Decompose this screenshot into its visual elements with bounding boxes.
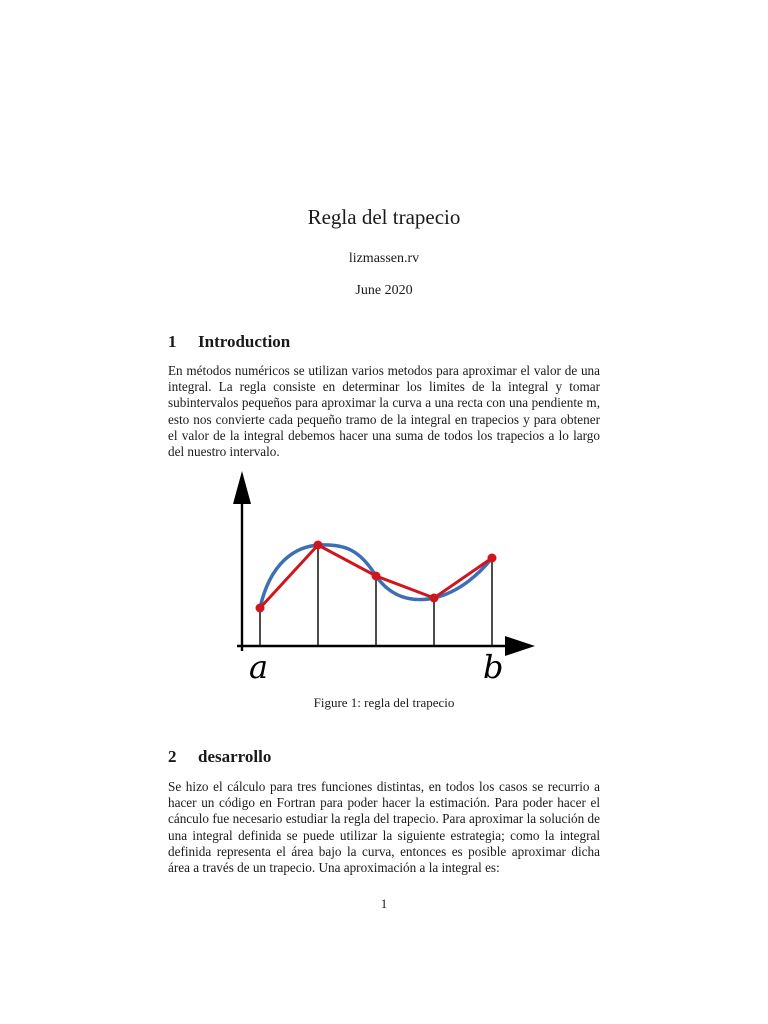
sample-point-2 — [314, 541, 323, 550]
section-title: Introduction — [198, 332, 291, 351]
sample-point-3 — [372, 572, 381, 581]
paragraph-introduction: En métodos numéricos se utilizan varios metodos para aproximar el valor de una integral. La regla consiste en determinar los limites de la integral y tomar subintervalos pequeños para aproximar la curva a una recta con una pendiente m, esto nos convierte cada pequeño tramo de la integral en trapecios y para obtener el valor de la integral debemos hacer una suma de todos los trapecios a lo largo del nuestro intervalo. — [168, 363, 600, 460]
section-heading-introduction — [168, 332, 290, 352]
label-a: a — [249, 648, 269, 686]
section-number: 2 — [168, 747, 177, 766]
figure-caption: Figure 1: regla del trapecio — [313, 695, 455, 710]
section-number: 1 — [168, 332, 177, 351]
y-axis-arrow-icon — [233, 471, 251, 504]
trapezoid-diagram — [225, 468, 545, 688]
section-title: desarrollo — [198, 747, 272, 766]
sample-point-5 — [488, 554, 497, 563]
page-number: 1 — [380, 896, 388, 911]
x-axis-arrow-icon — [505, 636, 535, 656]
section-heading-desarrollo — [168, 747, 271, 767]
sample-point-1 — [256, 604, 265, 613]
document-title: Regla del trapecio — [307, 205, 461, 229]
figure-trapezoid-rule — [225, 468, 545, 688]
paragraph-desarrollo: Se hizo el cálculo para tres funciones distintas, en todos los casos se recurrio a hacer un código en Fortran para poder hacer la estimación. Para poder hacer el cánculo fue necesario estudiar la regla del trapecio. Para aproximar la solución de una integral definida se puede utilizar la siguiente estrategia; como la integral definida representa el área bajo la curva, entonces es posible aproximar dicha área a través de un trapecio. Una aproximación a la integral es: — [168, 779, 600, 876]
document-author: lizmassen.rv — [348, 251, 420, 266]
label-b: b — [483, 648, 504, 686]
document-date: June 2020 — [355, 283, 413, 298]
sample-point-4 — [430, 594, 439, 603]
